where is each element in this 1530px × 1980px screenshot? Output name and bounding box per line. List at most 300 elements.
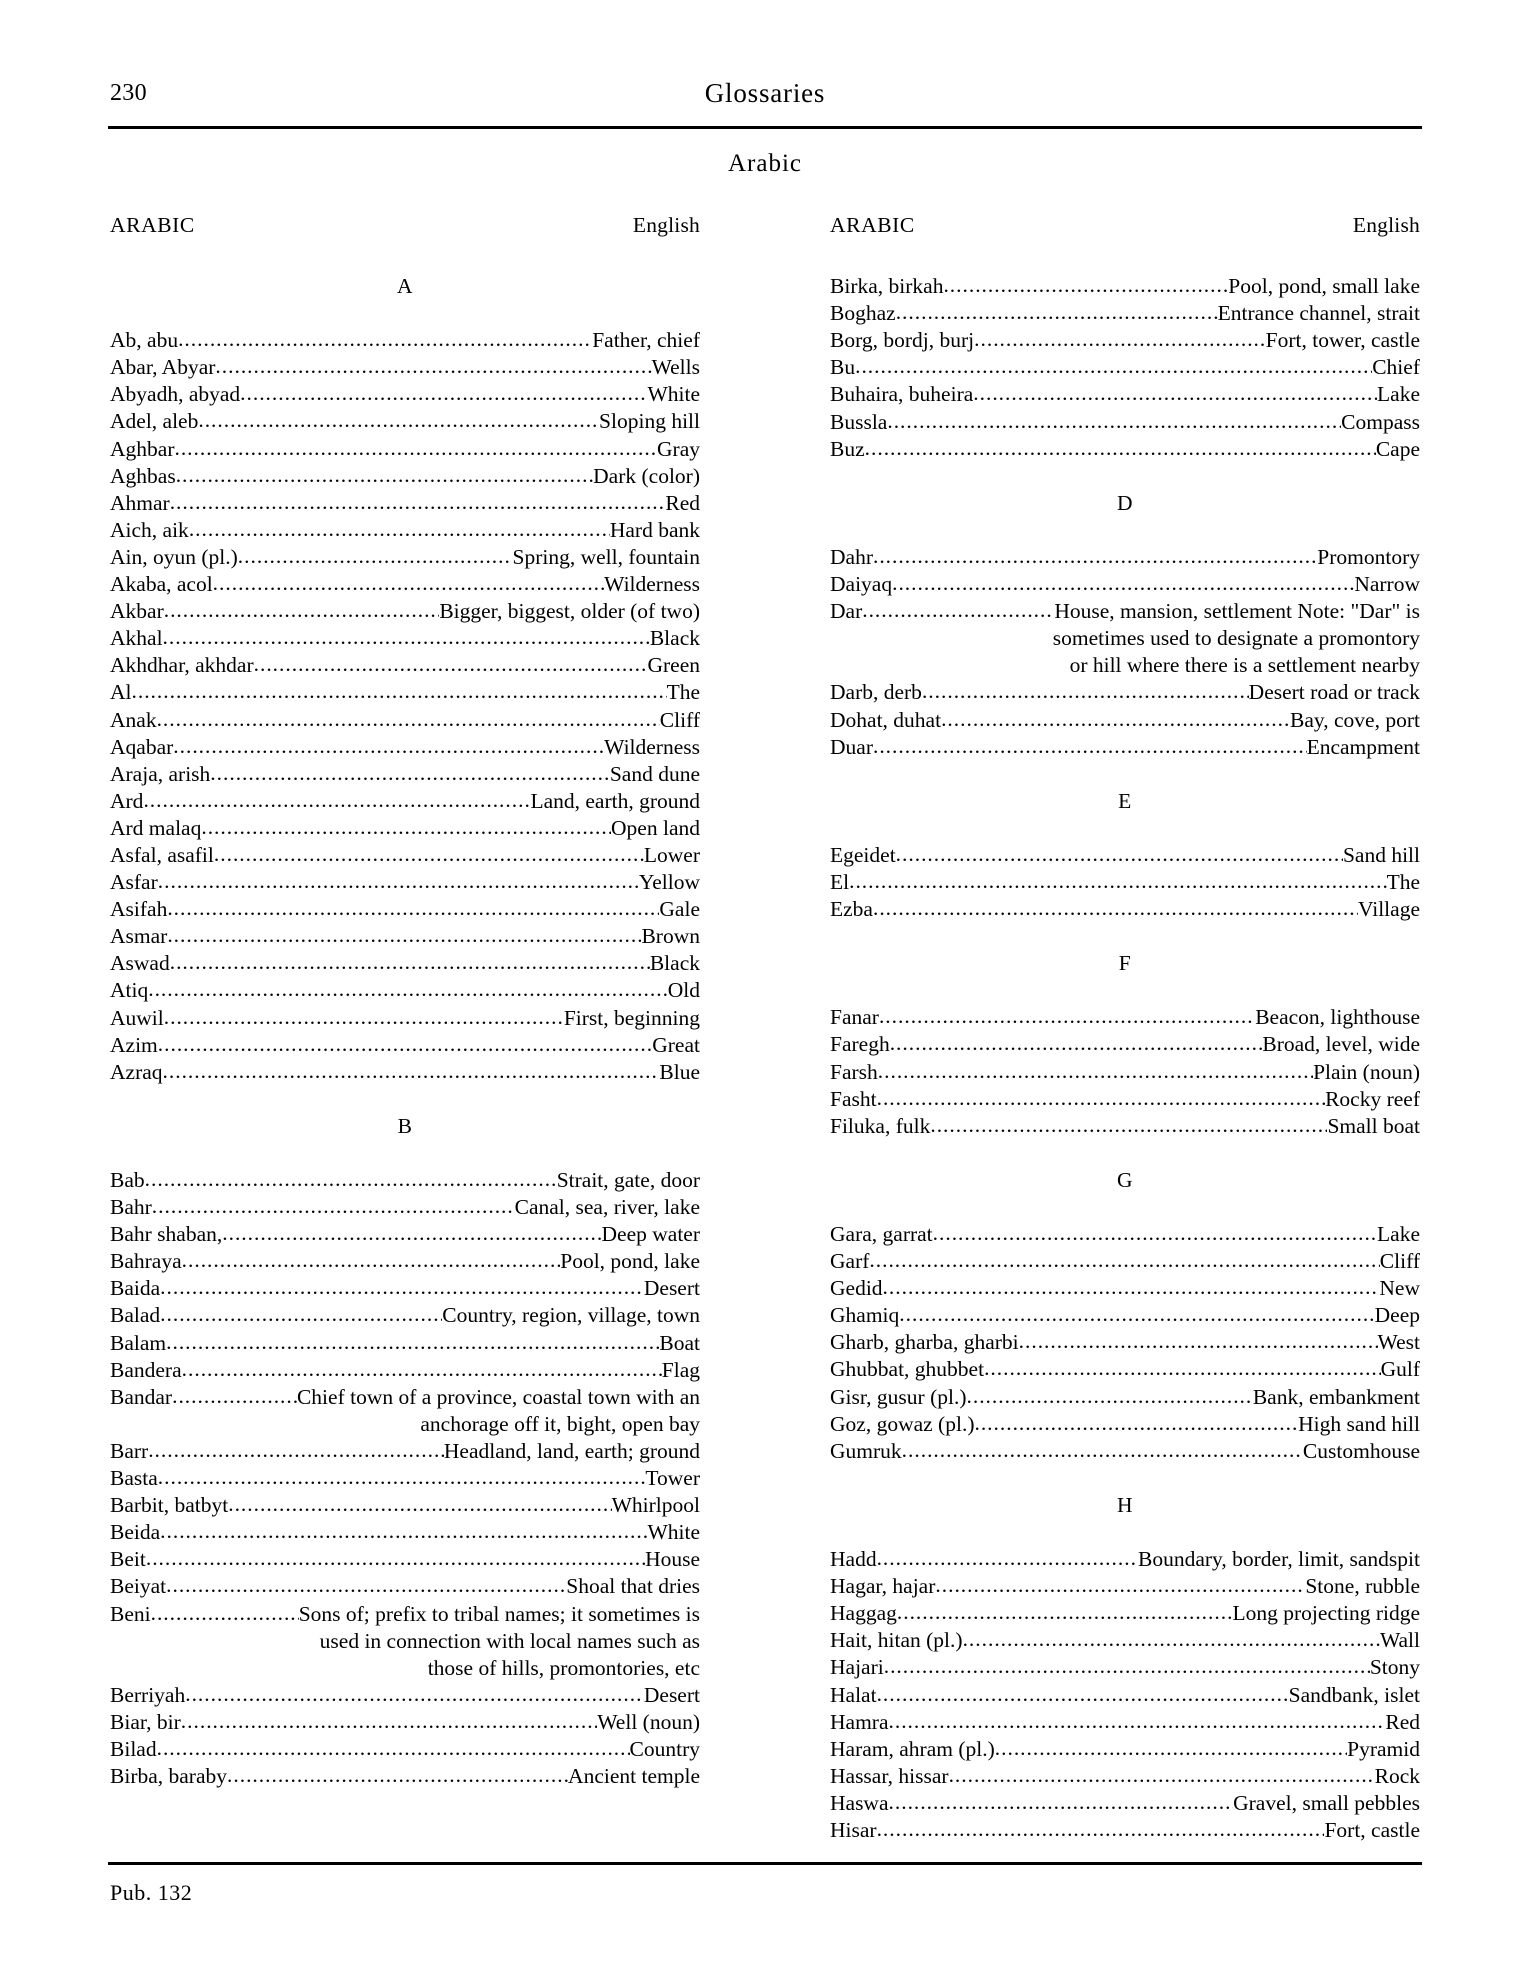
entry-term: Buhaira, buheira [830, 382, 974, 407]
entry-gloss: Chief town of a province, coastal town with an [296, 1384, 700, 1409]
column-header-source: ARABIC [830, 213, 915, 237]
vertical-spacer [830, 1465, 1420, 1492]
glossary-entry [830, 436, 1420, 463]
section-letter: A [396, 274, 414, 299]
glossary-entry [830, 1356, 1420, 1383]
entry-term: Beni [110, 1601, 151, 1626]
entry-term: Ain, oyun (pl.) [110, 544, 238, 569]
leader-dots [855, 354, 1372, 380]
leader-dots [873, 896, 1358, 922]
leader-dots [201, 815, 611, 841]
glossary-entry [110, 1005, 700, 1032]
entry-gloss: Red [1385, 1709, 1420, 1734]
entry-gloss: Encampment [1306, 734, 1420, 759]
entry-gloss: Bigger, biggest, older (of two) [439, 599, 700, 624]
entry-gloss-continuation: sometimes used to designate a promontory [1052, 626, 1420, 651]
entry-gloss: Sloping hill [599, 409, 700, 434]
entry-gloss: Wells [651, 355, 700, 380]
entry-gloss: Old [667, 978, 700, 1003]
glossary-entry [830, 300, 1420, 327]
entry-term: Bahr shaban, [110, 1222, 223, 1247]
entry-gloss: Gray [657, 436, 700, 461]
section-letter: H [1116, 1492, 1134, 1517]
vertical-spacer [110, 1140, 700, 1167]
entry-term: Gharb, gharba, gharbi [830, 1330, 1019, 1355]
leader-dots [933, 1221, 1377, 1247]
leader-dots [227, 1763, 568, 1789]
entry-term: Beit [110, 1547, 146, 1572]
glossary-entry [110, 1032, 700, 1059]
glossary-entry [830, 1221, 1420, 1248]
section-letter: G [1116, 1167, 1134, 1192]
entry-term: Atiq [110, 978, 149, 1003]
entry-term: Ghubbat, ghubbet [830, 1357, 985, 1382]
leader-dots [984, 1356, 1381, 1382]
entry-term: Azim [110, 1032, 158, 1057]
entry-gloss: Stone, rubble [1305, 1574, 1420, 1599]
glossary-entry [830, 1682, 1420, 1709]
entry-term: Akhal [110, 626, 163, 651]
glossary-entry [110, 1546, 700, 1573]
entry-gloss: Tower [645, 1466, 700, 1491]
glossary-entry [110, 1736, 700, 1763]
leader-dots [877, 1546, 1138, 1572]
leader-dots [143, 788, 530, 814]
entry-term: Darb, derb [830, 680, 922, 705]
footer-publication: Pub. 132 [110, 1880, 193, 1905]
entry-gloss: Gulf [1380, 1357, 1420, 1382]
leader-dots [181, 1709, 597, 1735]
glossary-entry [110, 1573, 700, 1600]
entry-term: Faregh [830, 1032, 890, 1057]
glossary-entry [830, 1411, 1420, 1438]
entry-gloss: Green [647, 653, 700, 678]
entry-term: Halat [830, 1682, 877, 1707]
leader-dots [1019, 1329, 1378, 1355]
leader-dots [146, 1546, 645, 1572]
glossary-entry [110, 1601, 700, 1628]
leader-dots [862, 598, 1054, 624]
entry-gloss: Canal, sea, river, lake [514, 1195, 700, 1220]
entry-gloss: Small boat [1327, 1113, 1420, 1138]
glossary-entry [830, 679, 1420, 706]
glossary-entry [830, 1302, 1420, 1329]
entry-term: Fasht [830, 1086, 877, 1111]
glossary-entry [830, 409, 1420, 436]
leader-dots [158, 869, 639, 895]
entry-gloss: Long projecting ridge [1232, 1601, 1420, 1626]
entry-gloss: First, beginning [563, 1005, 700, 1030]
entry-term: Filuka, fulk [830, 1113, 931, 1138]
glossary-entry [830, 1248, 1420, 1275]
entry-term: Gisr, gusur (pl.) [830, 1384, 967, 1409]
glossary-entry [110, 761, 700, 788]
glossary-entry [830, 1031, 1420, 1058]
entry-term: El [830, 869, 850, 894]
column-header [830, 212, 1420, 246]
entry-gloss: Customhouse [1302, 1438, 1420, 1463]
vertical-spacer [110, 300, 700, 327]
glossary-entry [830, 544, 1420, 571]
entry-gloss: Gale [659, 897, 700, 922]
entry-gloss: Village [1358, 897, 1420, 922]
leader-dots [174, 436, 657, 462]
vertical-spacer [830, 923, 1420, 950]
entry-term: Aghbar [110, 436, 175, 461]
entry-term: Birba, baraby [110, 1764, 228, 1789]
entry-gloss: Deep [1374, 1303, 1420, 1328]
leader-dots [182, 1357, 662, 1383]
vertical-spacer [830, 246, 1420, 273]
entry-gloss: Wall [1379, 1628, 1420, 1653]
section-letter: E [1118, 788, 1132, 813]
entry-gloss: Pyramid [1347, 1736, 1420, 1761]
glossary-entry [830, 734, 1420, 761]
entry-gloss: Fort, tower, castle [1265, 328, 1420, 353]
leader-dots [949, 1763, 1375, 1789]
glossary-entry [110, 1709, 700, 1736]
entry-gloss-continuation: anchorage off it, bight, open bay [420, 1411, 700, 1436]
entry-gloss: Shoal that dries [566, 1574, 700, 1599]
leader-dots [166, 1330, 659, 1356]
glossary-column-right [830, 212, 1420, 1844]
glossary-entry [830, 354, 1420, 381]
column-header-target: English [1352, 213, 1420, 237]
entry-gloss: The [666, 680, 700, 705]
entry-term: Farsh [830, 1059, 878, 1084]
entry-term: Barbit, batbyt [110, 1493, 229, 1518]
glossary-entry [830, 1709, 1420, 1736]
entry-gloss: Entrance channel, strait [1217, 301, 1420, 326]
entry-term: Akaba, acol [110, 572, 213, 597]
entry-gloss: Headland, land, earth; ground [443, 1438, 700, 1463]
entry-term: Aich, aik [110, 517, 189, 542]
entry-gloss: Beacon, lighthouse [1255, 1005, 1420, 1030]
leader-dots [198, 408, 599, 434]
entry-term: Ahmar [110, 490, 170, 515]
entry-term: Gedid [830, 1276, 883, 1301]
vertical-spacer [830, 517, 1420, 544]
leader-dots [873, 734, 1307, 760]
leader-dots [160, 1275, 644, 1301]
entry-gloss: House, mansion, settlement Note: "Dar" is [1054, 599, 1420, 624]
entry-term: Dar [830, 599, 863, 624]
entry-gloss: Great [652, 1032, 700, 1057]
glossary-entry [110, 1682, 700, 1709]
entry-gloss: Promontory [1317, 544, 1420, 569]
running-head [110, 78, 1420, 112]
glossary-entry [110, 354, 700, 381]
entry-term: Balam [110, 1330, 167, 1355]
entry-gloss: Sand dune [609, 761, 700, 786]
entry-gloss: Land, earth, ground [530, 788, 700, 813]
glossary-entry [110, 1357, 700, 1384]
glossary-entry [110, 896, 700, 923]
glossary-entry [830, 1004, 1420, 1031]
leader-dots [160, 1302, 442, 1328]
entry-term: Buz [830, 436, 865, 461]
glossary-entry [110, 1763, 700, 1790]
entry-term: Haram, ahram (pl.) [830, 1736, 995, 1761]
entry-term: Adel, aleb [110, 409, 199, 434]
entry-term: Dahr [830, 544, 873, 569]
column-header-target: English [632, 213, 700, 237]
entry-term: Aswad [110, 951, 170, 976]
leader-dots [170, 490, 666, 516]
leader-dots [238, 544, 513, 570]
glossary-entry [830, 327, 1420, 354]
leader-dots [173, 734, 604, 760]
entry-term: Hamra [830, 1709, 889, 1734]
leader-dots [185, 1682, 644, 1708]
leader-dots [166, 1573, 566, 1599]
vertical-spacer [830, 1194, 1420, 1221]
leader-dots [869, 1248, 1379, 1274]
entry-gloss: Desert road or track [1248, 680, 1420, 705]
glossary-entry [830, 273, 1420, 300]
vertical-spacer [110, 246, 700, 273]
leader-dots [889, 1709, 1386, 1735]
entry-term: Barr [110, 1438, 149, 1463]
entry-term: Ard malaq [110, 815, 202, 840]
entry-gloss: Spring, well, fountain [512, 544, 700, 569]
leader-dots [148, 1438, 444, 1464]
glossary-entry [110, 408, 700, 435]
glossary-entry [110, 571, 700, 598]
glossary-entry [830, 1600, 1420, 1627]
leader-dots [167, 923, 641, 949]
entry-term: Aqabar [110, 734, 174, 759]
glossary-entry [110, 327, 700, 354]
leader-dots [164, 1005, 564, 1031]
leader-dots [887, 409, 1341, 435]
entry-gloss: Wilderness [604, 572, 700, 597]
entry-gloss: Hard bank [609, 517, 700, 542]
glossary-entry [110, 869, 700, 896]
leader-dots [963, 1627, 1380, 1653]
glossary-entry [110, 1059, 700, 1086]
entry-term: Asfar [110, 870, 158, 895]
leader-dots [228, 1492, 611, 1518]
entry-gloss: Broad, level, wide [1262, 1032, 1420, 1057]
entry-term: Al [110, 680, 132, 705]
leader-dots [890, 1031, 1263, 1057]
entry-gloss: Plain (noun) [1313, 1059, 1420, 1084]
section-letter: B [397, 1113, 413, 1138]
entry-gloss: Strait, gate, door [556, 1168, 700, 1192]
leader-dots [889, 1790, 1234, 1816]
leader-dots [210, 761, 610, 787]
leader-dots [883, 1275, 1380, 1301]
entry-gloss: Cliff [659, 707, 700, 732]
running-head-title: Glossaries [704, 78, 826, 108]
entry-gloss: Wilderness [604, 734, 700, 759]
entry-gloss: Sons of; prefix to tribal names; it sometimes is [298, 1601, 700, 1626]
glossary-columns [110, 212, 1420, 1844]
entry-term: Hajari [830, 1655, 884, 1680]
entry-gloss: Pool, pond, lake [560, 1249, 700, 1274]
glossary-entry [830, 571, 1420, 598]
leader-dots [943, 273, 1228, 299]
leader-dots [884, 1654, 1370, 1680]
glossary-entry [830, 1817, 1420, 1844]
vertical-spacer [830, 761, 1420, 788]
entry-gloss: Deep water [601, 1222, 700, 1247]
entry-term: Berriyah [110, 1682, 186, 1707]
entry-gloss: Flag [661, 1357, 700, 1382]
entry-gloss: Open land [611, 815, 700, 840]
entry-term: Anak [110, 707, 157, 732]
leader-dots [896, 842, 1343, 868]
glossary-entry [110, 950, 700, 977]
entry-term: Baida [110, 1276, 161, 1301]
entry-gloss: White [647, 1520, 700, 1545]
glossary-entry [110, 598, 700, 625]
entry-gloss: New [1379, 1276, 1420, 1301]
glossary-column-left [110, 212, 700, 1844]
glossary-entry [110, 381, 700, 408]
leader-dots [163, 1059, 660, 1085]
entry-gloss: High sand hill [1298, 1411, 1420, 1436]
glossary-entry [110, 707, 700, 734]
leader-dots [148, 977, 668, 1003]
entry-term: Azraq [110, 1059, 163, 1084]
leader-dots [897, 1600, 1233, 1626]
vertical-spacer [830, 977, 1420, 1004]
entry-term: Gara, garrat [830, 1222, 933, 1246]
leader-dots [164, 598, 440, 624]
entry-term: Gumruk [830, 1438, 902, 1463]
vertical-spacer [830, 463, 1420, 490]
leader-dots [182, 1248, 561, 1274]
leader-dots [878, 1059, 1313, 1085]
leader-dots [132, 679, 667, 705]
entry-gloss: Compass [1341, 409, 1420, 434]
entry-gloss: White [647, 382, 700, 407]
glossary-entry [830, 1113, 1420, 1140]
entry-term: Biar, bir [110, 1709, 181, 1734]
entry-term: Bahr [110, 1195, 152, 1220]
glossary-entry [830, 1086, 1420, 1113]
entry-term: Beida [110, 1520, 161, 1545]
entry-gloss: House [645, 1547, 700, 1572]
glossary-entry [830, 1384, 1420, 1411]
entry-term: Abyadh, abyad [110, 382, 241, 407]
entry-term: Abar, Abyar [110, 355, 216, 380]
entry-gloss: Rock [1374, 1763, 1420, 1788]
glossary-entry [110, 1275, 700, 1302]
leader-dots [213, 571, 604, 597]
entry-gloss: Lower [643, 842, 700, 867]
glossary-entry [110, 463, 700, 490]
entry-term: Bab [110, 1168, 145, 1192]
entry-term: Boghaz [830, 301, 896, 326]
glossary-entry [110, 1167, 700, 1194]
leader-dots [899, 1302, 1374, 1328]
page-number: 230 [110, 80, 147, 106]
entry-term: Hisar [830, 1817, 877, 1842]
entry-gloss: Father, chief [592, 328, 700, 353]
leader-dots [941, 707, 1290, 733]
leader-dots [163, 625, 650, 651]
glossary-entry [830, 1654, 1420, 1681]
glossary-entry [110, 1302, 700, 1329]
section-letter: F [1118, 951, 1132, 976]
glossary-entry [110, 1384, 700, 1411]
glossary-entry [110, 1194, 700, 1221]
leader-dots [157, 1736, 630, 1762]
glossary-entry [830, 707, 1420, 734]
entry-term: Bandera [110, 1357, 182, 1382]
leader-dots [995, 1736, 1347, 1762]
leader-dots [152, 1194, 515, 1220]
entry-term: Fanar [830, 1005, 879, 1030]
entry-term: Asmar [110, 924, 168, 949]
leader-dots [158, 1465, 646, 1491]
entry-term: Birka, birkah [830, 274, 944, 299]
vertical-spacer [830, 815, 1420, 842]
entry-gloss: Boat [659, 1330, 700, 1355]
glossary-entry [830, 1438, 1420, 1465]
entry-gloss: West [1377, 1330, 1420, 1355]
leader-dots [902, 1438, 1303, 1464]
glossary-entry [830, 1275, 1420, 1302]
language-heading: Arabic [727, 150, 803, 177]
leader-dots [189, 517, 610, 543]
entry-term: Egeidet [830, 842, 896, 867]
leader-dots [158, 1032, 652, 1058]
glossary-entry [110, 1221, 700, 1248]
glossary-entry [830, 598, 1420, 625]
glossary-entry [830, 1627, 1420, 1654]
entry-term: Dohat, duhat [830, 707, 942, 732]
glossary-entry [830, 1763, 1420, 1790]
entry-gloss: Black [649, 951, 700, 976]
glossary-entry [830, 1546, 1420, 1573]
column-header-source: ARABIC [110, 213, 195, 237]
leader-dots [214, 842, 644, 868]
leader-dots [167, 896, 659, 922]
entry-gloss: Rocky reef [1325, 1086, 1420, 1111]
glossary-entry [110, 1330, 700, 1357]
glossary-entry [830, 896, 1420, 923]
entry-term: Ghamiq [830, 1303, 900, 1328]
entry-term: Bilad [110, 1736, 157, 1761]
vertical-spacer [830, 1140, 1420, 1167]
leader-dots [849, 869, 1386, 895]
entry-gloss-continuation: used in connection with local names such as [319, 1628, 700, 1653]
entry-term: Beiyat [110, 1574, 167, 1599]
glossary-entry [830, 842, 1420, 869]
entry-gloss: Country [629, 1736, 700, 1761]
vertical-spacer [830, 1519, 1420, 1546]
glossary-entry [110, 977, 700, 1004]
leader-dots [879, 1004, 1255, 1030]
entry-term: Balad [110, 1303, 161, 1328]
leader-dots [967, 1384, 1253, 1410]
entry-term: Araja, arish [110, 761, 211, 786]
entry-gloss: Yellow [638, 870, 700, 895]
leader-dots [160, 1519, 647, 1545]
glossary-entry [110, 625, 700, 652]
glossary-entry [110, 734, 700, 761]
leader-dots [877, 1682, 1289, 1708]
leader-dots [930, 1113, 1327, 1139]
entry-gloss: Red [665, 490, 700, 515]
entry-gloss: Pool, pond, small lake [1228, 274, 1420, 299]
leader-dots [896, 300, 1218, 326]
entry-term: Hassar, hissar [830, 1763, 949, 1788]
